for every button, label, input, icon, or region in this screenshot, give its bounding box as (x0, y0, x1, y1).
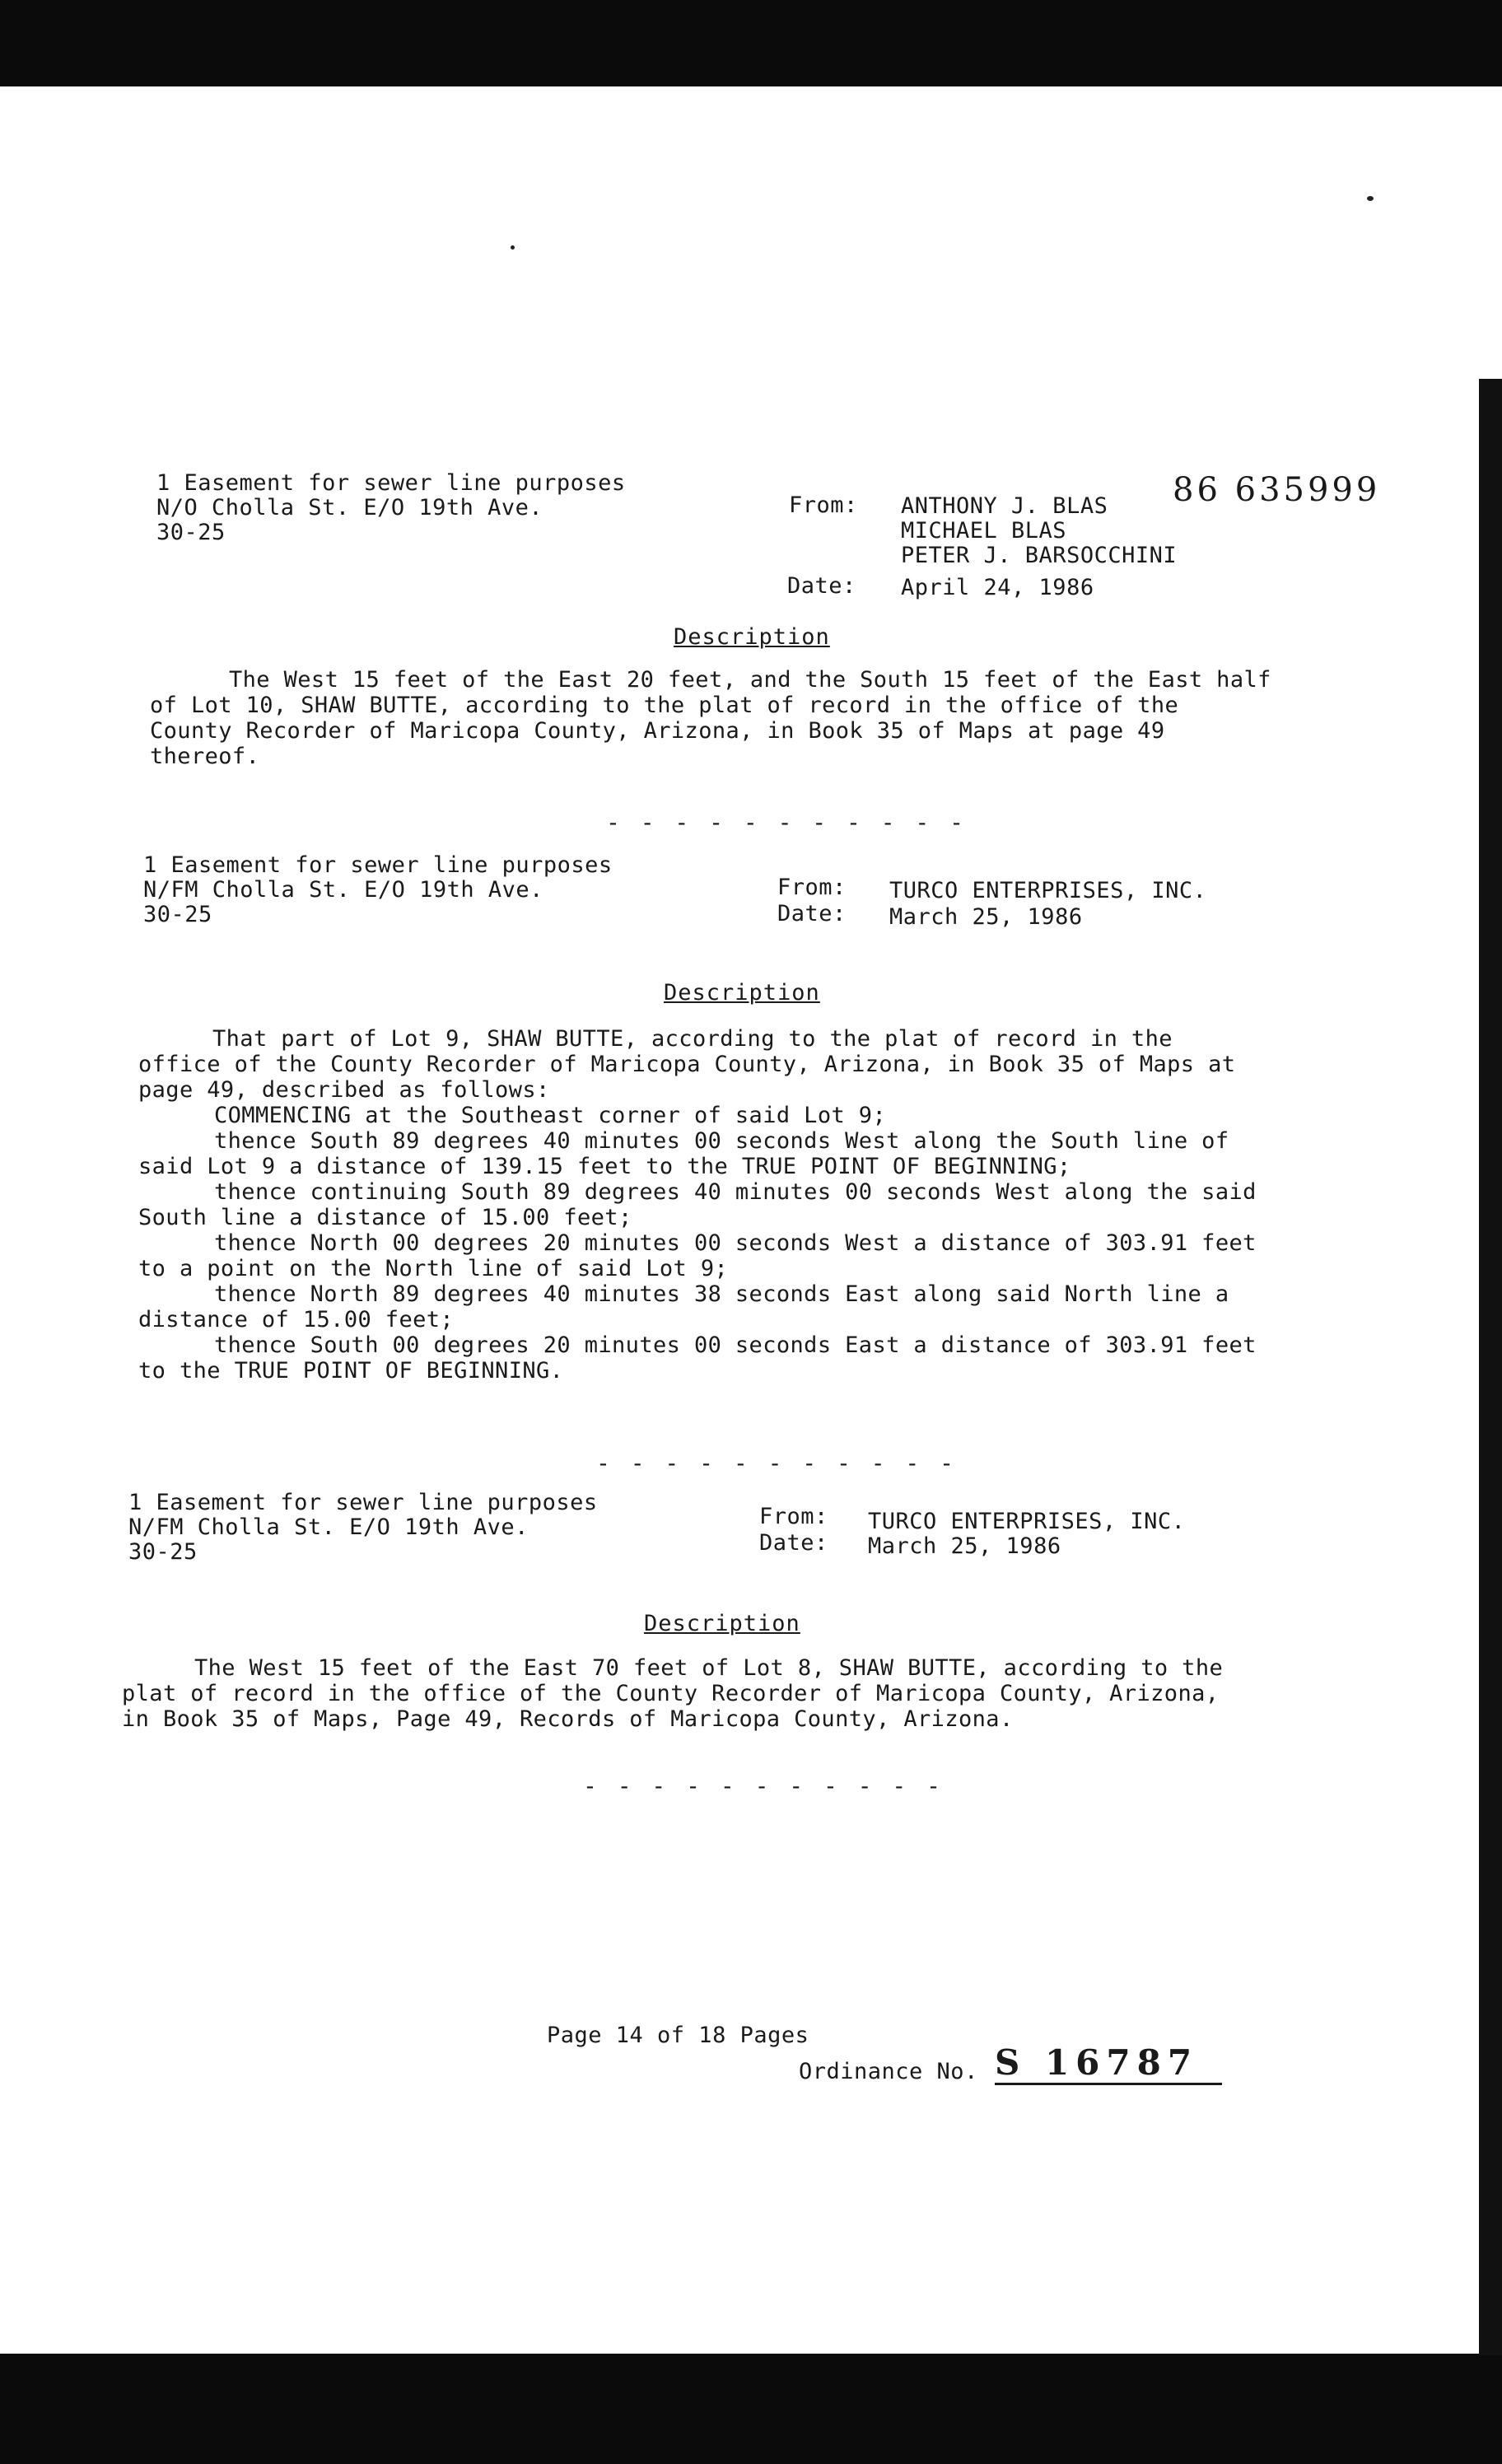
entry-2-header-line: N/FM Cholla St. E/O 19th Ave. (143, 877, 543, 903)
entry-2-from-label: From: (777, 875, 847, 900)
entry-1-date-label: Date: (787, 573, 856, 599)
description-line: thence South 00 degrees 20 minutes 00 seconds East a distance of 303.91 feet (214, 1332, 1257, 1358)
description-line: That part of Lot 9, SHAW BUTTE, according to the plat of record in the (212, 1026, 1173, 1052)
page-counter: Page 14 of 18 Pages (547, 2023, 809, 2048)
entry-3-from-value: TURCO ENTERPRISES, INC. (868, 1509, 1186, 1534)
entry-2-header-line: 1 Easement for sewer line purposes (143, 852, 613, 878)
description-line: in Book 35 of Maps, Page 49, Records of Maricopa County, Arizona. (122, 1706, 1014, 1732)
entry-3-header-line: N/FM Cholla St. E/O 19th Ave. (128, 1514, 529, 1540)
description-line: The West 15 feet of the East 70 feet of Lot 8, SHAW BUTTE, according to the (194, 1655, 1224, 1681)
scan-speck (1367, 196, 1374, 201)
description-line: COMMENCING at the Southeast corner of said Lot 9; (214, 1103, 887, 1128)
entry-1-description-title: Description (674, 624, 830, 650)
entry-2-header-line: 30-25 (143, 902, 212, 927)
description-line: South line a distance of 15.00 feet; (138, 1205, 632, 1230)
entry-3-header (128, 1491, 598, 1565)
entry-3-header-line: 1 Easement for sewer line purposes (128, 1490, 598, 1515)
entry-1-header (156, 471, 626, 545)
entry-3-date-value: March 25, 1986 (868, 1533, 1061, 1559)
ordinance-number: S 16787 (995, 2042, 1222, 2085)
entry-1-header-line: N/O Cholla St. E/O 19th Ave. (156, 495, 543, 520)
description-line: office of the County Recorder of Maricopa County, Arizona, in Book 35 of Maps at (138, 1052, 1236, 1077)
entry-2-separator: - - - - - - - - - - - (596, 1449, 958, 1477)
document-number: 86 635999 (1173, 471, 1381, 509)
description-line: thence North 00 degrees 20 minutes 00 seconds West a distance of 303.91 feet (214, 1230, 1257, 1256)
entry-1-separator: - - - - - - - - - - - (606, 809, 968, 836)
entry-1-from-label: From: (789, 492, 858, 518)
entry-2-from-value: TURCO ENTERPRISES, INC. (889, 878, 1207, 903)
entry-1-from-name: ANTHONY J. BLAS (901, 493, 1108, 519)
entry-1-description (150, 667, 1271, 769)
entry-2-description (138, 1026, 1257, 1384)
scan-border-right (1479, 379, 1502, 2355)
entry-2-date-label: Date: (777, 901, 847, 926)
entry-3-date-label: Date: (759, 1530, 828, 1556)
entry-2-description-title: Description (664, 980, 820, 1006)
description-line: plat of record in the office of the County Recorder of Maricopa County, Arizona, (122, 1681, 1220, 1706)
description-line: thence continuing South 89 degrees 40 minutes 00 seconds West along the said (214, 1179, 1257, 1205)
entry-3-description-title: Description (644, 1611, 800, 1636)
description-line: to a point on the North line of said Lot 9; (138, 1256, 729, 1281)
description-line: thence North 89 degrees 40 minutes 38 seconds East along said North line a (214, 1281, 1229, 1307)
entry-3-from-label: From: (759, 1504, 828, 1529)
entry-1-header-line: 30-25 (156, 520, 226, 545)
ordinance-label: Ordinance No. (799, 2059, 978, 2084)
entry-2-date-value: March 25, 1986 (889, 904, 1083, 930)
entry-1-from-values (901, 494, 1177, 568)
scan-speck (511, 245, 515, 250)
entry-2-header (143, 853, 613, 927)
description-line: of Lot 10, SHAW BUTTE, according to the plat of record in the office of the (150, 693, 1179, 718)
entry-3-header-line: 30-25 (128, 1539, 198, 1565)
description-line: County Recorder of Maricopa County, Arizona, in Book 35 of Maps at page 49 (150, 718, 1165, 744)
scan-border-bottom (0, 2354, 1502, 2464)
description-line: said Lot 9 a distance of 139.15 feet to the TRUE POINT OF BEGINNING; (138, 1154, 1071, 1179)
entry-1-from-name: MICHAEL BLAS (901, 518, 1067, 544)
entry-3-separator: - - - - - - - - - - - (583, 1772, 945, 1799)
description-line: distance of 15.00 feet; (138, 1307, 455, 1332)
entry-1-header-line: 1 Easement for sewer line purposes (156, 470, 626, 496)
description-line: page 49, described as follows: (138, 1077, 550, 1103)
description-line: thence South 89 degrees 40 minutes 00 seconds West along the South line of (214, 1128, 1229, 1154)
description-line: thereof. (150, 744, 260, 769)
scan-border-top (0, 0, 1502, 86)
description-line: to the TRUE POINT OF BEGINNING. (138, 1358, 564, 1384)
description-line: The West 15 feet of the East 20 feet, and the South 15 feet of the East half (229, 667, 1271, 693)
entry-3-description (122, 1655, 1223, 1732)
entry-1-from-name: PETER J. BARSOCCHINI (901, 543, 1178, 568)
entry-1-date-value: April 24, 1986 (901, 575, 1094, 600)
